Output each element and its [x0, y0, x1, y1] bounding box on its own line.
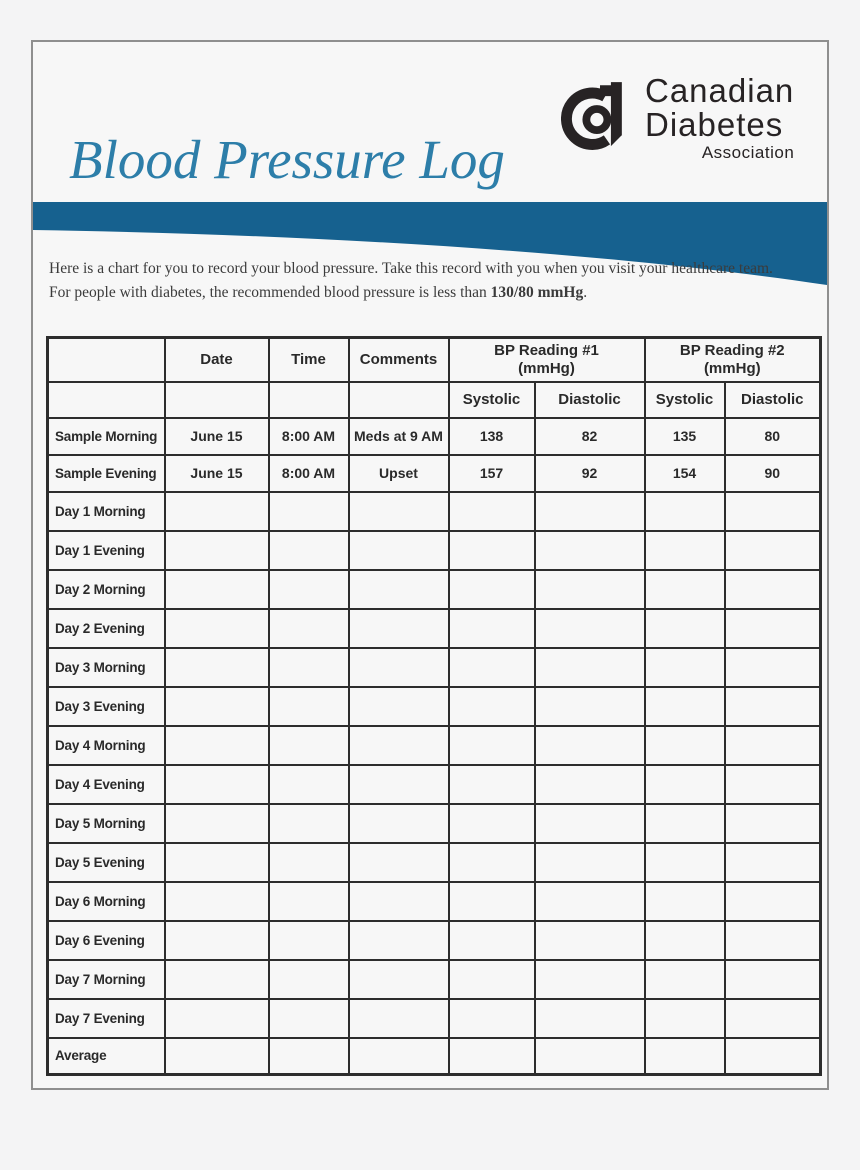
entry-cell: 82	[535, 418, 645, 455]
table-header-row-2	[48, 382, 821, 418]
entry-cell	[535, 882, 645, 921]
entry-cell	[725, 843, 821, 882]
entry-cell	[449, 1038, 535, 1075]
entry-cell	[725, 726, 821, 765]
entry-cell	[269, 843, 349, 882]
entry-cell	[349, 882, 449, 921]
entry-cell	[349, 1038, 449, 1075]
row-label-cell: Day 2 Evening	[48, 609, 165, 648]
entry-cell	[269, 492, 349, 531]
subheader-empty-cell	[269, 382, 349, 418]
entry-cell	[165, 609, 269, 648]
subheader-systolic-1: Systolic	[449, 382, 535, 418]
table-row	[48, 1038, 821, 1075]
row-label-cell: Day 4 Morning	[48, 726, 165, 765]
table-row	[48, 648, 821, 687]
entry-cell	[535, 999, 645, 1038]
entry-cell	[535, 726, 645, 765]
entry-cell	[645, 570, 725, 609]
entry-cell	[725, 999, 821, 1038]
entry-cell	[645, 921, 725, 960]
header-date: Date	[165, 338, 269, 382]
row-label-cell: Day 1 Evening	[48, 531, 165, 570]
entry-cell	[535, 921, 645, 960]
entry-cell	[535, 609, 645, 648]
entry-cell	[535, 960, 645, 999]
row-label-cell: Sample Evening	[48, 455, 165, 492]
entry-cell	[645, 843, 725, 882]
header-empty-cell	[48, 338, 165, 382]
entry-cell	[535, 687, 645, 726]
row-label-cell: Day 4 Evening	[48, 765, 165, 804]
entry-cell	[535, 804, 645, 843]
entry-cell	[449, 804, 535, 843]
entry-cell	[269, 1038, 349, 1075]
entry-cell: 138	[449, 418, 535, 455]
entry-cell	[269, 609, 349, 648]
entry-cell	[645, 492, 725, 531]
entry-cell	[349, 765, 449, 804]
entry-cell	[645, 1038, 725, 1075]
entry-cell	[725, 570, 821, 609]
entry-cell	[349, 648, 449, 687]
blood-pressure-log-table	[46, 336, 822, 1076]
table-row	[48, 570, 821, 609]
entry-cell	[449, 492, 535, 531]
entry-cell	[449, 960, 535, 999]
logo-word-diabetes: Diabetes	[645, 106, 784, 143]
entry-cell	[165, 531, 269, 570]
table-row	[48, 765, 821, 804]
subheader-diastolic-2: Diastolic	[725, 382, 821, 418]
entry-cell: 154	[645, 455, 725, 492]
entry-cell	[535, 765, 645, 804]
entry-cell	[349, 570, 449, 609]
entry-cell	[449, 726, 535, 765]
page-title: Blood Pressure Log	[69, 129, 505, 190]
entry-cell	[645, 687, 725, 726]
table-row	[48, 804, 821, 843]
entry-cell	[349, 687, 449, 726]
entry-cell	[269, 648, 349, 687]
subheader-systolic-2: Systolic	[645, 382, 725, 418]
entry-cell	[535, 531, 645, 570]
table-row	[48, 687, 821, 726]
entry-cell	[725, 687, 821, 726]
row-label-cell: Day 2 Morning	[48, 570, 165, 609]
table-row	[48, 531, 821, 570]
entry-cell	[269, 999, 349, 1038]
entry-cell	[165, 687, 269, 726]
entry-cell: 8:00 AM	[269, 455, 349, 492]
entry-cell	[349, 999, 449, 1038]
entry-cell	[349, 960, 449, 999]
subheader-empty-cell	[165, 382, 269, 418]
entry-cell	[349, 609, 449, 648]
entry-cell	[725, 1038, 821, 1075]
entry-cell: Meds at 9 AM	[349, 418, 449, 455]
entry-cell	[449, 765, 535, 804]
entry-cell	[269, 570, 349, 609]
entry-cell	[165, 843, 269, 882]
row-label-cell: Day 3 Morning	[48, 648, 165, 687]
entry-cell	[349, 921, 449, 960]
cda-monogram-icon	[561, 78, 639, 158]
entry-cell	[165, 648, 269, 687]
entry-cell	[165, 1038, 269, 1075]
entry-cell	[449, 882, 535, 921]
row-label-cell: Day 6 Evening	[48, 921, 165, 960]
entry-cell	[269, 765, 349, 804]
table-header-row-1	[48, 338, 821, 382]
table-row	[48, 492, 821, 531]
entry-cell	[269, 687, 349, 726]
entry-cell	[535, 843, 645, 882]
entry-cell	[449, 921, 535, 960]
row-label-cell: Day 6 Morning	[48, 882, 165, 921]
table-row	[48, 960, 821, 999]
row-label-cell: Day 5 Morning	[48, 804, 165, 843]
entry-cell: June 15	[165, 455, 269, 492]
entry-cell	[165, 960, 269, 999]
row-label-cell: Day 3 Evening	[48, 687, 165, 726]
entry-cell	[165, 804, 269, 843]
table-row	[48, 726, 821, 765]
entry-cell	[449, 609, 535, 648]
entry-cell: June 15	[165, 418, 269, 455]
entry-cell: 90	[725, 455, 821, 492]
entry-cell	[449, 531, 535, 570]
logo-word-canadian: Canadian	[645, 72, 795, 109]
entry-cell	[645, 726, 725, 765]
entry-cell: 157	[449, 455, 535, 492]
entry-cell: Upset	[349, 455, 449, 492]
entry-cell	[165, 492, 269, 531]
entry-cell	[165, 570, 269, 609]
intro-line-1: Here is a chart for you to record your blood pressure. Take this record with you when you visit your healthcare team.	[49, 260, 773, 277]
entry-cell	[269, 804, 349, 843]
entry-cell	[165, 765, 269, 804]
entry-cell	[349, 804, 449, 843]
entry-cell	[269, 531, 349, 570]
table-row	[48, 455, 821, 492]
entry-cell	[535, 1038, 645, 1075]
entry-cell	[165, 999, 269, 1038]
entry-cell	[725, 765, 821, 804]
entry-cell	[645, 531, 725, 570]
header-comments: Comments	[349, 338, 449, 382]
table-row	[48, 609, 821, 648]
entry-cell	[725, 921, 821, 960]
entry-cell	[645, 804, 725, 843]
entry-cell	[725, 492, 821, 531]
logo-wordmark	[645, 74, 794, 163]
entry-cell	[725, 609, 821, 648]
entry-cell	[449, 570, 535, 609]
entry-cell	[725, 531, 821, 570]
entry-cell: 135	[645, 418, 725, 455]
row-label-cell: Day 7 Morning	[48, 960, 165, 999]
entry-cell	[725, 960, 821, 999]
entry-cell	[449, 843, 535, 882]
entry-cell	[725, 882, 821, 921]
entry-cell	[349, 492, 449, 531]
entry-cell	[535, 492, 645, 531]
entry-cell	[269, 960, 349, 999]
entry-cell: 92	[535, 455, 645, 492]
entry-cell	[165, 726, 269, 765]
table-row	[48, 921, 821, 960]
entry-cell	[269, 882, 349, 921]
table-row	[48, 843, 821, 882]
entry-cell	[165, 882, 269, 921]
document-page	[31, 40, 829, 1090]
entry-cell	[535, 570, 645, 609]
entry-cell	[645, 765, 725, 804]
entry-cell	[725, 648, 821, 687]
entry-cell	[269, 921, 349, 960]
recommended-bp-value: 130/80 mmHg	[490, 284, 584, 301]
entry-cell	[645, 609, 725, 648]
table-row	[48, 418, 821, 455]
row-label-cell: Average	[48, 1038, 165, 1075]
header-time: Time	[269, 338, 349, 382]
table-row	[48, 882, 821, 921]
canadian-diabetes-association-logo	[561, 74, 794, 163]
entry-cell	[165, 921, 269, 960]
intro-text	[49, 257, 809, 305]
entry-cell	[349, 531, 449, 570]
row-label-cell: Day 7 Evening	[48, 999, 165, 1038]
entry-cell	[645, 960, 725, 999]
row-label-cell: Day 5 Evening	[48, 843, 165, 882]
row-label-cell: Sample Morning	[48, 418, 165, 455]
entry-cell	[269, 726, 349, 765]
intro-line-2: For people with diabetes, the recommended blood pressure is less than 130/80 mmHg.	[49, 284, 588, 301]
entry-cell	[645, 648, 725, 687]
subheader-empty-cell	[48, 382, 165, 418]
subheader-diastolic-1: Diastolic	[535, 382, 645, 418]
entry-cell: 8:00 AM	[269, 418, 349, 455]
entry-cell: 80	[725, 418, 821, 455]
entry-cell	[449, 687, 535, 726]
entry-cell	[349, 726, 449, 765]
entry-cell	[645, 882, 725, 921]
table-row	[48, 999, 821, 1038]
entry-cell	[449, 648, 535, 687]
row-label-cell: Day 1 Morning	[48, 492, 165, 531]
entry-cell	[645, 999, 725, 1038]
entry-cell	[725, 804, 821, 843]
entry-cell	[449, 999, 535, 1038]
entry-cell	[349, 843, 449, 882]
subheader-empty-cell	[349, 382, 449, 418]
logo-word-association: Association	[701, 143, 795, 162]
entry-cell	[535, 648, 645, 687]
header-bp-reading-1: BP Reading #1 (mmHg)	[449, 338, 645, 382]
header-bp-reading-2: BP Reading #2 (mmHg)	[645, 338, 821, 382]
